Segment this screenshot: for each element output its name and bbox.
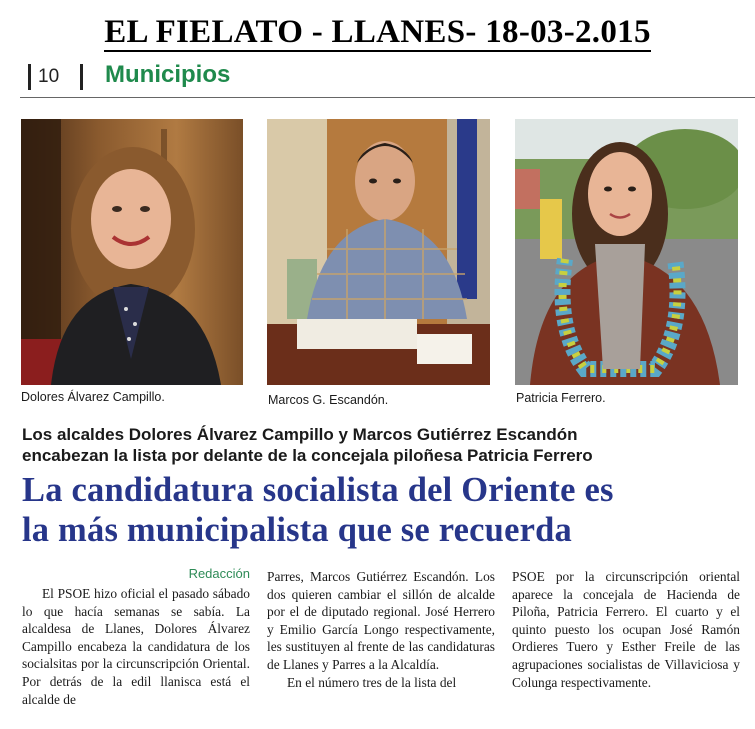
section-title: Municipios xyxy=(105,61,231,88)
portrait-man-illustration xyxy=(267,119,490,385)
pipe-divider-right xyxy=(80,64,83,90)
portrait-woman-illustration xyxy=(21,119,243,385)
article-column-2 xyxy=(267,568,495,691)
column-3-text: PSOE por la circunscripción oriental aparece la concejala de Hacienda de Piloña, Patricia Ferrero. El cuarto y el quinto puesto los ocupan José Ramón Ordieres Tuero y Esther Freile de las agrupaciones socialistas de Villaviciosa y Colunga respectivamente. xyxy=(512,569,740,690)
column-2-paragraph-2: En el número tres de la lista del xyxy=(287,674,457,690)
page-number: 10 xyxy=(38,66,60,87)
article-byline: Redacción xyxy=(188,566,250,581)
headline-line-2: la más municipalista que se recuerda xyxy=(22,511,572,549)
masthead-text: EL FIELATO - LLANES- 18-03-2.015 xyxy=(104,14,651,50)
caption-patricia-ferrero: Patricia Ferrero. xyxy=(516,391,606,405)
kicker-line-1: Los alcaldes Dolores Álvarez Campillo y Marcos Gutiérrez Escandón xyxy=(22,425,578,444)
newspaper-masthead xyxy=(0,14,755,51)
kicker-line-2: encabezan la lista por delante de la concejala piloñesa Patricia Ferrero xyxy=(22,446,593,465)
article-column-3 xyxy=(512,568,740,691)
caption-dolores-alvarez: Dolores Álvarez Campillo. xyxy=(21,390,165,404)
photo-dolores-alvarez xyxy=(21,119,243,385)
portrait-woman-outdoor-illustration xyxy=(515,119,738,385)
section-rule xyxy=(20,97,755,98)
caption-marcos-escandon: Marcos G. Escandón. xyxy=(268,393,389,407)
article-kicker xyxy=(22,424,742,466)
article-headline xyxy=(22,470,752,550)
photo-marcos-escandon xyxy=(267,119,490,385)
section-header-bar xyxy=(20,60,755,98)
pipe-divider-left xyxy=(28,64,31,90)
article-column-1 xyxy=(22,566,250,708)
column-1-text: El PSOE hizo oficial el pasado sábado lo que hacía semanas se sabía. La alcaldesa de Llanes, Dolores Álvarez Campillo encabeza la candidatura de los socialsitas por la circunscripción Oriental. Por detrás de la edil llanisca está el alcalde de xyxy=(22,586,250,707)
headline-line-1: La candidatura socialista del Oriente es xyxy=(22,471,614,509)
photo-patricia-ferrero xyxy=(515,119,738,385)
column-2-paragraph-1: Parres, Marcos Gutiérrez Escandón. Los dos quieren cambiar el sillón de alcalde por el de diputado regional. José Herrero y Emilio García Longo respectivamente, les sustituyen al frente de las candidaturas de Llanes y Parres a la Alcaldía. xyxy=(267,569,495,672)
